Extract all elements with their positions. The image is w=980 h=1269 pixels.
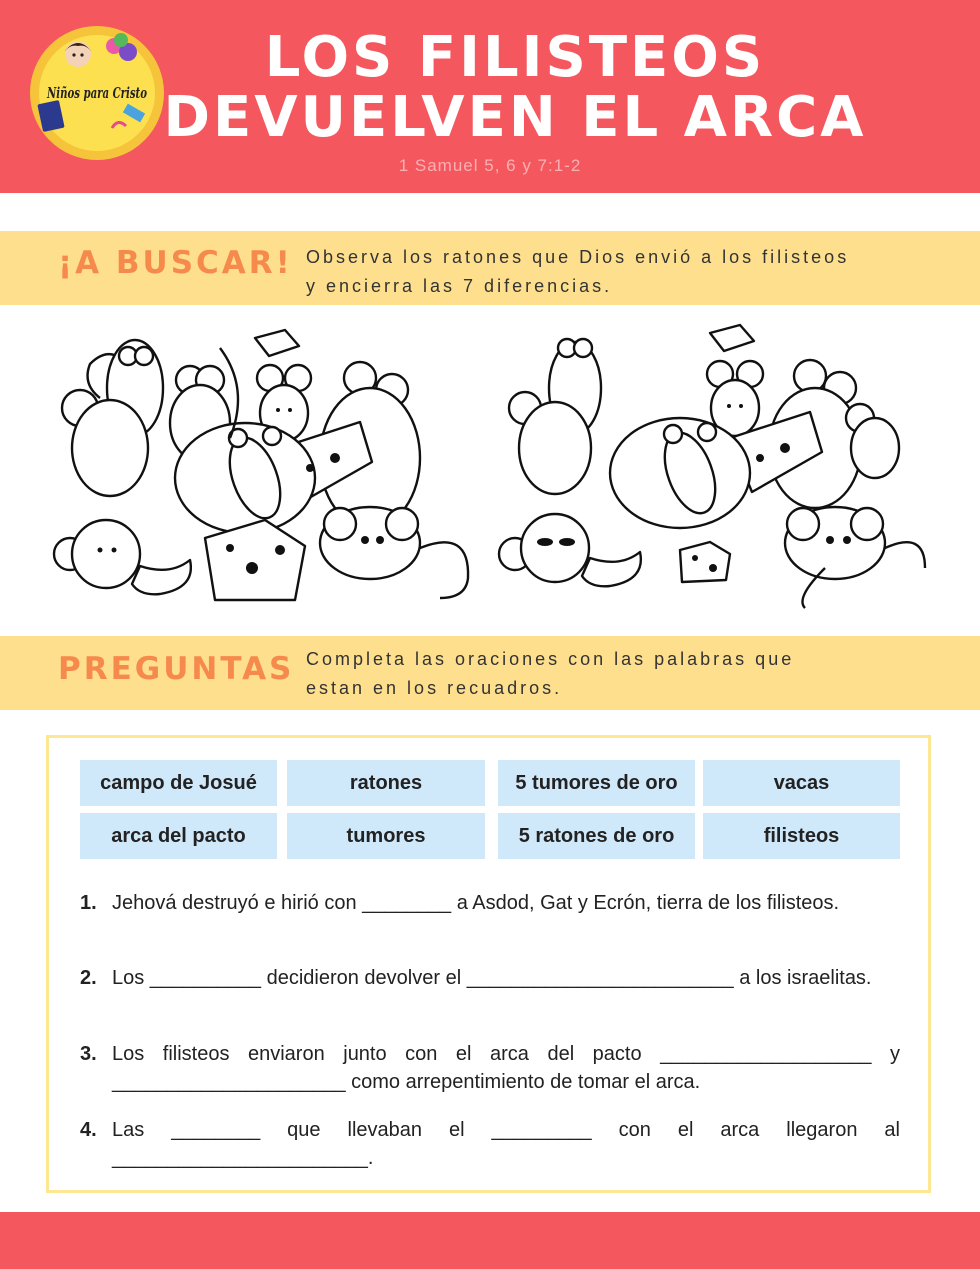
question-text: Las ________ que llevaban el _________ con el arca llegaron al _______________________. xyxy=(112,1119,900,1169)
questions-section-instruction xyxy=(306,645,794,703)
title-line-2: DEVUELVEN EL ARCA xyxy=(163,85,867,150)
search-instruction-line-1: Observa los ratones que Dios envió a los filisteos xyxy=(306,247,850,267)
question-2 xyxy=(80,964,900,992)
question-text: Los filisteos enviaron junto con el arca del pacto ___________________ y _____________________ como arrepentimiento de tomar el arca. xyxy=(112,1043,900,1093)
question-number: 3. xyxy=(80,1043,97,1065)
question-3 xyxy=(80,1040,900,1096)
word-bank-item: campo de Josué xyxy=(80,760,277,806)
mice-illustration-left xyxy=(40,318,480,608)
mice-illustration-right xyxy=(495,318,945,608)
question-number: 4. xyxy=(80,1119,97,1141)
page-title xyxy=(150,25,880,150)
question-number: 1. xyxy=(80,892,97,914)
word-bank-item: ratones xyxy=(287,760,485,806)
word-bank-item: tumores xyxy=(287,813,485,859)
search-section-instruction xyxy=(306,243,849,301)
word-bank-item: 5 ratones de oro xyxy=(498,813,695,859)
questions-instruction-line-1: Completa las oraciones con las palabras que xyxy=(306,649,795,669)
question-text: Jehová destruyó e hirió con ________ a Asdod, Gat y Ecrón, tierra de los filisteos. xyxy=(112,892,840,914)
word-bank-item: arca del pacto xyxy=(80,813,277,859)
questions-section-band xyxy=(0,636,980,710)
word-bank-item: 5 tumores de oro xyxy=(498,760,695,806)
question-number: 2. xyxy=(80,967,97,989)
search-section-band xyxy=(0,231,980,305)
search-section-title: ¡A BUSCAR! xyxy=(58,245,293,281)
word-bank-item: vacas xyxy=(703,760,900,806)
question-4 xyxy=(80,1116,900,1172)
footer-banner xyxy=(0,1212,980,1269)
logo-text: Niños para Cristo xyxy=(46,84,147,102)
title-line-1: LOS FILISTEOS xyxy=(264,25,766,90)
question-1 xyxy=(80,889,900,917)
search-instruction-line-2: y encierra las 7 diferencias. xyxy=(306,276,613,296)
questions-section-title: PREGUNTAS xyxy=(58,651,295,687)
ninos-para-cristo-logo xyxy=(28,24,166,162)
question-text: Los __________ decidieron devolver el ________________________ a los israelitas. xyxy=(112,967,872,989)
questions-instruction-line-2: estan en los recuadros. xyxy=(306,678,563,698)
scripture-reference: 1 Samuel 5, 6 y 7:1-2 xyxy=(398,156,582,175)
word-bank-item: filisteos xyxy=(703,813,900,859)
